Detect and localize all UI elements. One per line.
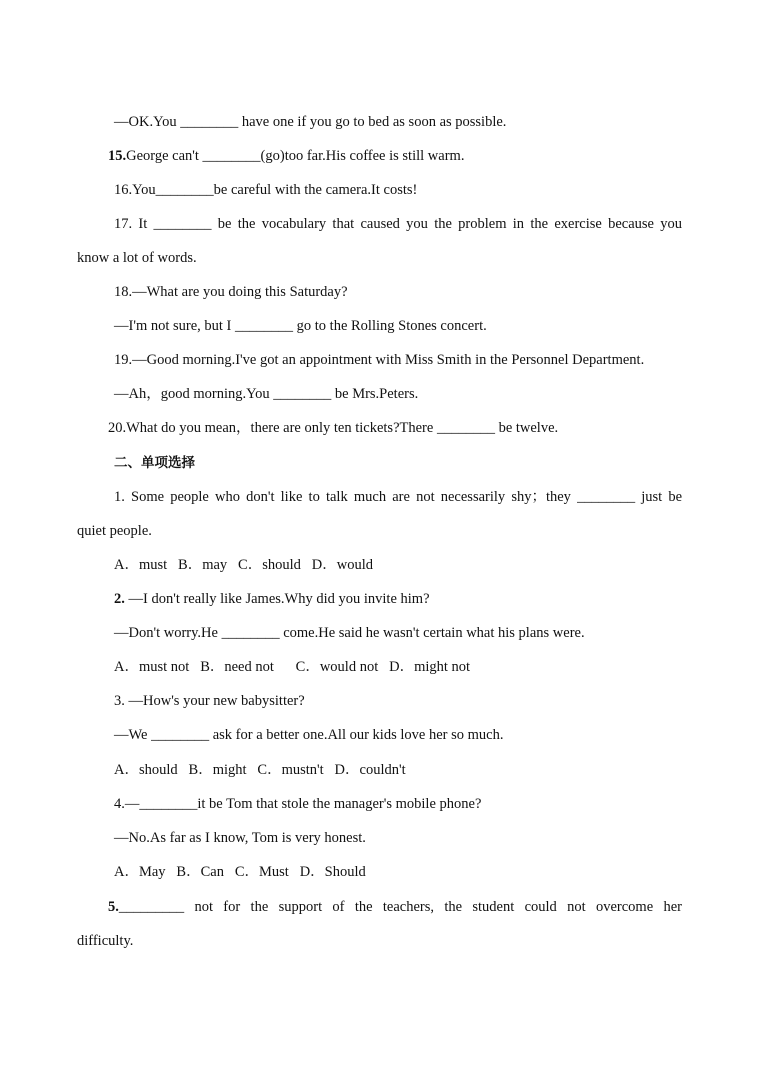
mc1-options: A．must B．may C．should D．would bbox=[114, 557, 373, 573]
mc5-continuation: difficulty. bbox=[77, 933, 134, 949]
mc2-options: A．must not B．need not C．would not D．might not bbox=[114, 659, 471, 675]
mc4-answer-line: —No.As far as I know, Tom is very honest. bbox=[114, 830, 366, 846]
mc3-line: 3. —How's your new babysitter? bbox=[114, 693, 305, 709]
mc4-line: 4.—________it be Tom that stole the manager's mobile phone? bbox=[114, 796, 482, 812]
mc2-text: —I don't really like James.Why did you invite him? bbox=[124, 591, 430, 607]
mc1-line: 1. Some people who don't like to talk much are not necessarily shy；they ________ just be bbox=[114, 489, 682, 505]
mc5-line bbox=[108, 897, 682, 917]
q17-line: 17. It ________ be the vocabulary that caused you the problem in the exercise because you bbox=[114, 216, 682, 232]
q19-answer-line: —Ah，good morning.You ________ be Mrs.Peters. bbox=[114, 386, 419, 402]
q19-line: 19.—Good morning.I've got an appointment with Miss Smith in the Personnel Department. bbox=[114, 352, 645, 368]
mc2-number: 2. bbox=[114, 591, 125, 607]
q15-number: 15. bbox=[108, 148, 127, 164]
q15-line bbox=[108, 146, 464, 166]
mc2-line bbox=[114, 589, 430, 609]
mc2-answer-line: —Don't worry.He ________ come.He said he wasn't certain what his plans were. bbox=[114, 625, 585, 641]
mc3-options: A．should B．might C．mustn't D．couldn't bbox=[114, 762, 406, 778]
mc5-number: 5. bbox=[108, 899, 119, 915]
mc3-answer-line: —We ________ ask for a better one.All our kids love her so much. bbox=[114, 727, 504, 743]
q18-answer-line: —I'm not sure, but I ________ go to the Rolling Stones concert. bbox=[114, 318, 487, 334]
mc1-continuation: quiet people. bbox=[77, 523, 152, 539]
mc4-options: A．May B．Can C．Must D．Should bbox=[114, 864, 366, 880]
q18-line: 18.—What are you doing this Saturday? bbox=[114, 284, 348, 300]
section-heading: 二、单项选择 bbox=[114, 455, 195, 471]
q20-line: 20.What do you mean，there are only ten tickets?There ________ be twelve. bbox=[108, 420, 559, 436]
q16-line: 16.You________be careful with the camera.It costs! bbox=[114, 182, 418, 198]
q17-continuation: know a lot of words. bbox=[77, 250, 197, 266]
mc5-text: _________ not for the support of the teachers, the student could not overcome her bbox=[118, 899, 682, 915]
q15-text: George can't ________(go)too far.His coffee is still warm. bbox=[126, 148, 465, 164]
q14-answer-line: —OK.You ________ have one if you go to bed as soon as possible. bbox=[114, 114, 507, 130]
